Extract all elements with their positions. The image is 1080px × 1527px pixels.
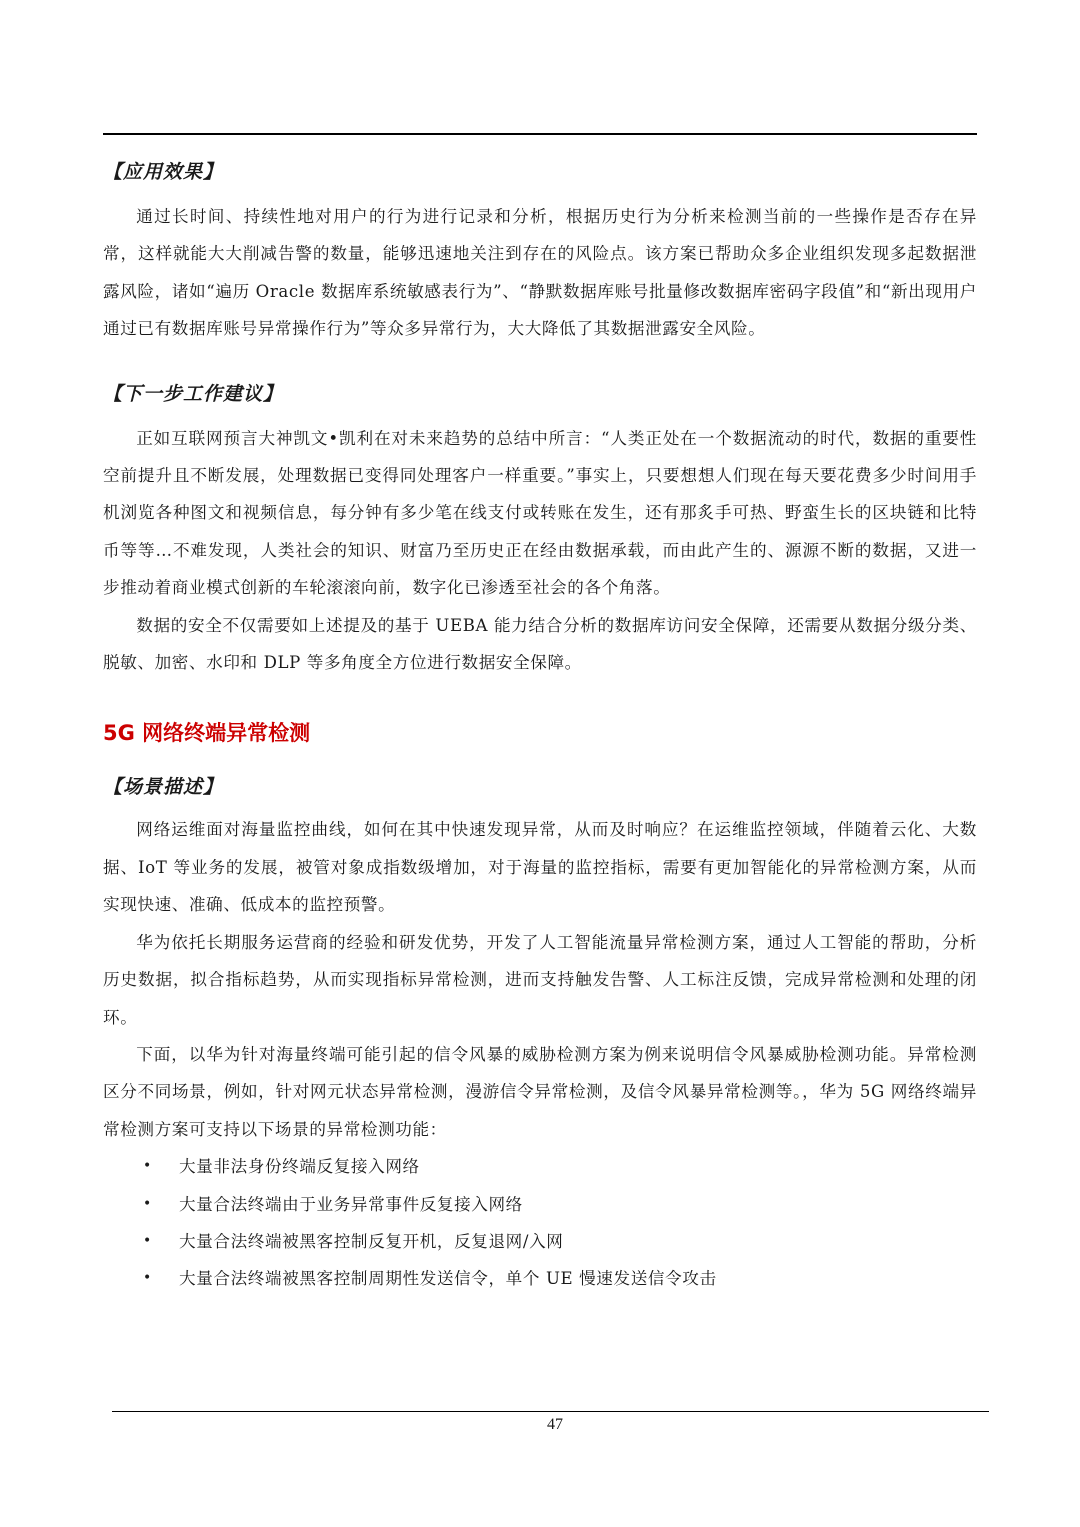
- bullet-icon: •: [143, 1195, 152, 1212]
- paragraph-scenario-3: 下面，以华为针对海量终端可能引起的信令风暴的威胁检测方案为例来说明信令风暴威胁检测功能。异常检测区分不同场景，例如，针对网元状态异常检测，漫游信令异常检测，及信令风暴异常检测等。，华为 5G 网络终端异常检测方案可支持以下场景的异常检测功能：: [103, 1044, 977, 1139]
- bullet-item: [103, 1260, 977, 1297]
- footer-rule: [112, 1411, 989, 1412]
- bullet-item: [103, 1186, 977, 1223]
- bullet-text: 大量合法终端被黑客控制反复开机，反复退网/入网: [179, 1231, 564, 1251]
- paragraph-scenario-2: 华为依托长期服务运营商的经验和研发优势，开发了人工智能流量异常检测方案，通过人工智能的帮助，分析历史数据，拟合指标趋势，从而实现指标异常检测，进而支持触发告警、人工标注反馈，完成异常检测和处理的闭环。: [103, 932, 977, 1027]
- page-content: [103, 152, 977, 1298]
- header-rule: [103, 133, 977, 135]
- heading-application-effect: 【应用效果】: [103, 161, 224, 183]
- paragraph-scenario-1: 网络运维面对海量监控曲线，如何在其中快速发现异常，从而及时响应？在运维监控领域，伴随着云化、大数据、IoT 等业务的发展，被管对象成指数级增加，对于海量的监控指标，需要有更加智能化的异常检测方案，从而实现快速、准确、低成本的监控预警。: [103, 820, 977, 915]
- paragraph-next-steps-1: 正如互联网预言大神凯文•凯利在对未来趋势的总结中所言：“人类正处在一个数据流动的时代，数据的重要性空前提升且不断发展，处理数据已变得同处理客户一样重要。”事实上，只要想想人们现在每天要花费多少时间用手机浏览各种图文和视频信息，每分钟有多少笔在线支付或转账在发生，还有那炙手可热、野蛮生长的区块链和比特币等等…不难发现，人类社会的知识、财富乃至历史正在经由数据承载，而由此产生的、源源不断的数据，又进一步推动着商业模式创新的车轮滚滚向前，数字化已渗透至社会的各个角落。: [103, 428, 977, 598]
- heading-next-steps: 【下一步工作建议】: [103, 382, 284, 405]
- bullet-icon: •: [143, 1270, 152, 1287]
- scenario-bullet-list: [103, 1148, 977, 1298]
- paragraph-next-steps-2: 数据的安全不仅需要如上述提及的基于 UEBA 能力结合分析的数据库访问安全保障，还需要从数据分级分类、脱敏、加密、水印和 DLP 等多角度全方位进行数据安全保障。: [103, 615, 977, 673]
- bullet-icon: •: [143, 1232, 152, 1249]
- bullet-icon: •: [143, 1158, 152, 1175]
- bullet-text: 大量非法身份终端反复接入网络: [179, 1157, 420, 1177]
- heading-scenario-description: 【场景描述】: [103, 776, 224, 799]
- page-number: 47: [547, 1416, 563, 1433]
- bullet-item: [103, 1223, 977, 1260]
- bullet-item: [103, 1148, 977, 1185]
- bullet-text: 大量合法终端由于业务异常事件反复接入网络: [179, 1194, 523, 1214]
- bullet-text: 大量合法终端被黑客控制周期性发送信令，单个 UE 慢速发送信令攻击: [179, 1269, 717, 1289]
- paragraph-effect-1: 通过长时间、持续性地对用户的行为进行记录和分析，根据历史行为分析来检测当前的一些操作是否存在异常，这样就能大大削减告警的数量，能够迅速地关注到存在的风险点。该方案已帮助众多企业组织发现多起数据泄露风险，诸如“遍历 Oracle 数据库系统敏感表行为”、“静默数据库账号批量修改数据库密码字段值”和“新出现用户通过已有数据库账号异常操作行为”等众多异常行为，大大降低了其数据泄露安全风险。: [103, 207, 977, 339]
- section-title: 5G 网络终端异常检测: [103, 721, 311, 746]
